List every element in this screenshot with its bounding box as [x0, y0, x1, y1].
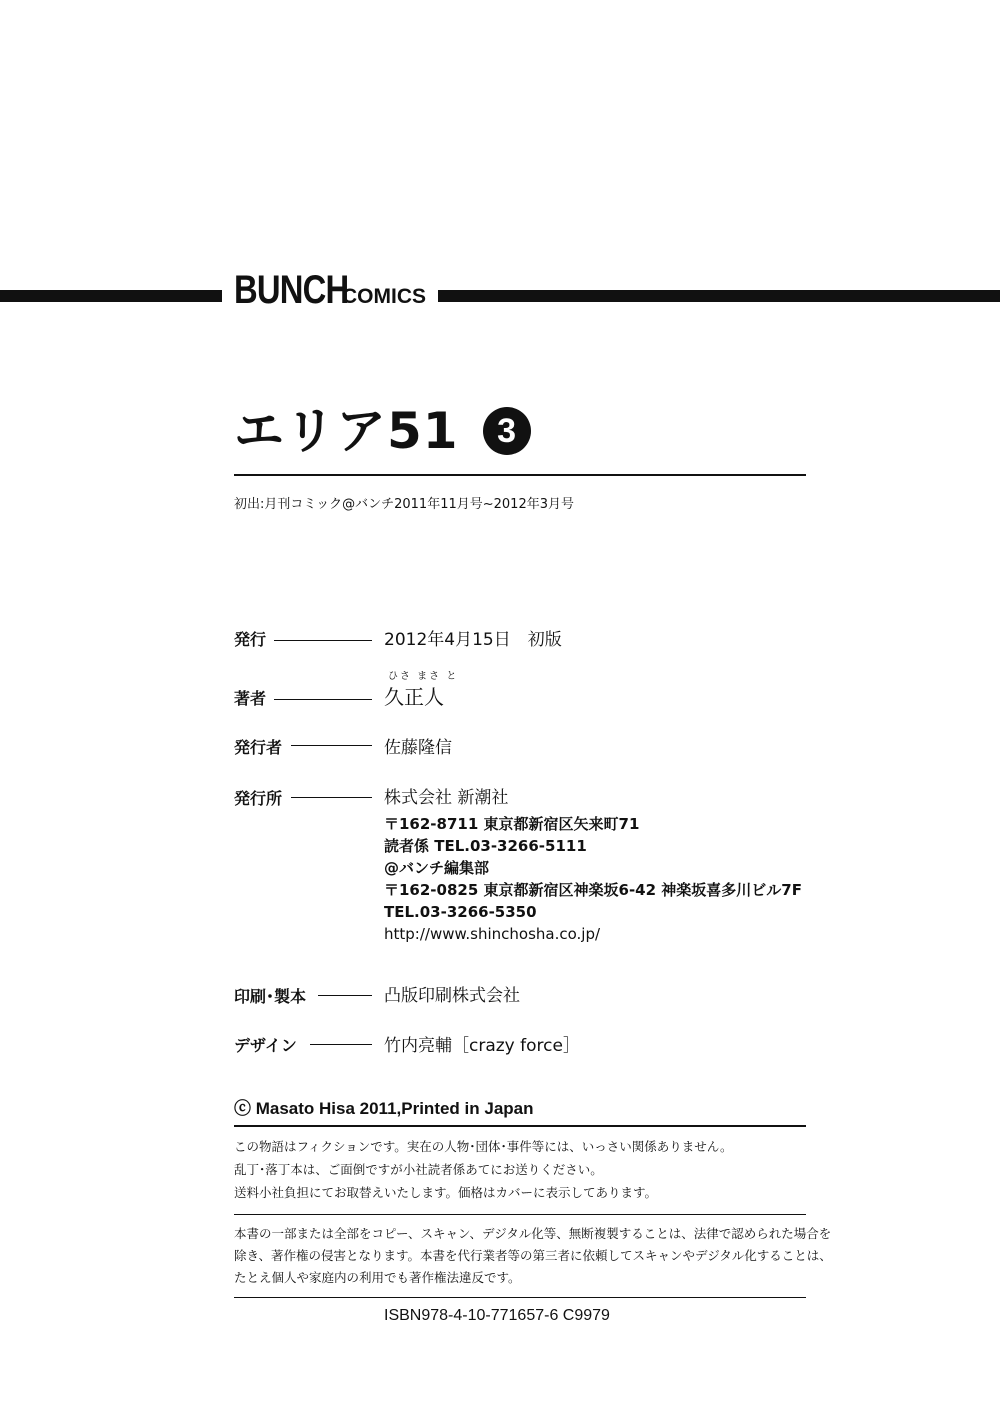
publisher-person-leader	[291, 745, 372, 746]
shipping-notice: 送料小社負担にてお取替えいたします。価格はカバーに表示してあります。	[234, 1185, 658, 1200]
book-title: エリア51	[234, 402, 459, 460]
publisher-address-line: 〒162-8711 東京都新宿区矢来町71	[384, 815, 640, 833]
publisher-website-link: http://www.shinchosha.co.jp/	[384, 925, 601, 943]
printing-leader	[318, 995, 372, 996]
printing-value: 凸版印刷株式会社	[384, 986, 520, 1006]
publisher-address-line: @バンチ編集部	[384, 859, 490, 877]
copy-notice-line: 本書の一部または全部をコピー、スキャン、デジタル化等、無断複製することは、法律で認められた場合を	[234, 1226, 832, 1241]
issued-value: 2012年4月15日 初版	[384, 630, 562, 650]
design-label: デザイン	[234, 1036, 297, 1055]
copyright-rule	[234, 1125, 806, 1127]
publisher-address-line: 〒162-0825 東京都新宿区神楽坂6-42 神楽坂喜多川ビル7F	[384, 881, 802, 899]
imprint-bar-left	[0, 290, 222, 302]
publisher-address-line: TEL.03-3266-5350	[384, 903, 537, 921]
volume-badge: 3	[483, 407, 531, 455]
copyright-line: ⓒ Masato Hisa 2011,Printed in Japan	[234, 1099, 534, 1118]
isbn-rule	[234, 1297, 806, 1298]
imprint-bar-right	[438, 290, 1000, 302]
notice-rule	[234, 1214, 806, 1215]
printing-label: 印刷･製本	[234, 987, 307, 1006]
design-value: 竹内亮輔［crazy force］	[384, 1036, 580, 1056]
title-rule	[234, 474, 806, 476]
imprint-logo	[234, 268, 426, 312]
author-leader	[274, 699, 372, 700]
publisher-value: 株式会社 新潮社	[384, 788, 509, 808]
isbn: ISBN978-4-10-771657-6 C9979	[384, 1307, 610, 1324]
imprint-logo-main: BUNCH	[234, 268, 349, 312]
author-label: 著者	[234, 689, 267, 708]
first-publication: 初出:月刊コミック@バンチ2011年11月号~2012年3月号	[234, 497, 574, 512]
design-leader	[310, 1044, 372, 1045]
publisher-label: 発行所	[234, 789, 283, 808]
imprint-logo-sub: COMICS	[342, 285, 426, 308]
author-value: 久正人	[384, 685, 444, 709]
publisher-leader	[291, 797, 372, 798]
publisher-person-label: 発行者	[234, 738, 283, 757]
return-notice: 乱丁･落丁本は、ご面倒ですが小社読者係あてにお送りください。	[234, 1162, 603, 1177]
copy-notice-line: たとえ個人や家庭内の利用でも著作権法違反です。	[234, 1270, 521, 1285]
publisher-address-line: 読者係 TEL.03-3266-5111	[384, 837, 587, 855]
book-title-row	[234, 400, 531, 462]
author-ruby: ひさ まさ と	[388, 671, 459, 682]
issued-leader	[274, 640, 372, 641]
fiction-notice: この物語はフィクションです。実在の人物･団体･事件等には、いっさい関係ありません。	[234, 1139, 733, 1154]
publisher-person-value: 佐藤隆信	[384, 738, 452, 758]
issued-label: 発行	[234, 630, 267, 649]
copy-notice-line: 除き、著作権の侵害となります。本書を代行業者等の第三者に依頼してスキャンやデジタル化することは、	[234, 1248, 832, 1263]
